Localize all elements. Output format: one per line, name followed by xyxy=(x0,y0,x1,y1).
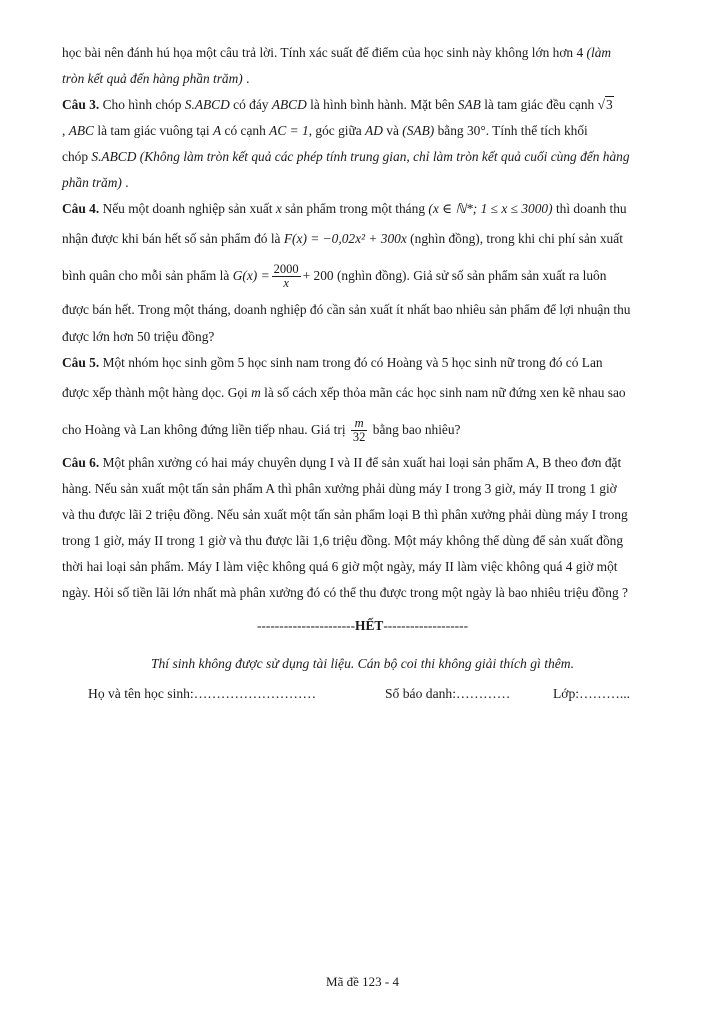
text-line xyxy=(62,580,668,606)
text-line xyxy=(62,296,668,324)
math: ABCD xyxy=(271,97,307,112)
text: và xyxy=(382,123,403,138)
text: là hình bình hành. Mặt bên xyxy=(306,97,458,112)
text-line xyxy=(62,144,668,170)
text: Nếu một doanh nghiệp sản xuất xyxy=(99,201,276,216)
question-6 xyxy=(62,450,668,476)
text-line xyxy=(62,222,668,256)
text-line xyxy=(62,40,668,66)
fraction xyxy=(351,417,368,444)
fraction xyxy=(272,263,301,290)
question-label: Câu 5. xyxy=(62,355,100,370)
math: S.ABCD xyxy=(91,149,137,164)
text-line xyxy=(62,170,668,196)
text-line xyxy=(62,66,668,92)
numerator: 2000 xyxy=(273,262,299,277)
exam-body xyxy=(62,40,668,606)
text: là số cách xếp thỏa mãn các học sinh nam nữ đứng xen kẽ nhau sao xyxy=(260,385,626,400)
math: ABC xyxy=(68,123,94,138)
text: cho Hoàng và Lan không đứng liền tiếp nhau. Giá trị xyxy=(62,422,349,437)
student-name-field: Họ và tên học sinh:……………………… xyxy=(88,686,317,701)
math: + 200 xyxy=(302,268,334,283)
text: có đáy xyxy=(229,97,272,112)
numerator: m xyxy=(351,417,368,431)
text-line xyxy=(62,256,668,296)
question-5 xyxy=(62,350,668,376)
dashes: ---------------------- xyxy=(256,618,356,633)
text: , xyxy=(62,123,69,138)
sqrt-expression: √3 xyxy=(597,97,613,112)
text: (Không làm tròn kết quả các phép tính trung gian, chỉ làm tròn kết quả cuối cùng đến hàng xyxy=(136,149,630,164)
text: được xếp thành một hàng dọc. Gọi xyxy=(62,385,252,400)
text: bằng xyxy=(434,123,467,138)
text: . xyxy=(121,175,129,190)
math: AC = 1 xyxy=(269,123,309,138)
math: SAB xyxy=(457,97,481,112)
text: bằng bao nhiêu? xyxy=(369,422,461,437)
question-label: Câu 4. xyxy=(62,201,100,216)
question-label: Câu 3. xyxy=(62,97,100,112)
text: và thu được lãi 2 triệu đồng. Nếu sản xuất một tấn sản phẩm loại B thì phân xưởng phải dùng máy I trong xyxy=(62,507,628,522)
text-line xyxy=(62,554,668,580)
dashes: ------------------- xyxy=(383,618,469,633)
text-line xyxy=(62,376,668,410)
page-footer: Mã đề 123 - 4 xyxy=(326,974,399,989)
text-line xyxy=(62,118,668,144)
text: . xyxy=(242,71,250,86)
text: tròn kết quả đến hàng phần trăm) xyxy=(62,71,243,86)
text: (nghìn đồng). Giả sử số sản phẩm sản xuất ra luôn xyxy=(333,268,607,283)
class-field: Lớp:………... xyxy=(553,686,631,701)
text: Cho hình chóp xyxy=(99,97,185,112)
text: (nghìn đồng), trong khi chi phí sản xuất xyxy=(406,231,623,246)
text: hàng. Nếu sản xuất một tấn sản phẩm A thì phân xưởng phải dùng máy I trong 3 giờ, máy II trong 1 giờ xyxy=(62,481,617,496)
text-line xyxy=(62,528,668,554)
text: trong 1 giờ, máy II trong 1 giờ và thu được lãi 1,6 triệu đồng. Một máy không thể dùng để sản xuất đồng xyxy=(62,533,624,548)
text-line xyxy=(62,476,668,502)
math: AD xyxy=(365,123,383,138)
math: S.ABCD xyxy=(184,97,230,112)
text: , góc giữa xyxy=(308,123,366,138)
text-line xyxy=(62,410,668,450)
math: x xyxy=(275,201,282,216)
text: sản phẩm trong một tháng xyxy=(281,201,429,216)
math: 3 xyxy=(605,97,613,112)
denominator: 32 xyxy=(352,430,366,445)
math: (x ∈ ℕ*; 1 ≤ x ≤ 3000) xyxy=(428,201,553,216)
text: là tam giác đều cạnh xyxy=(480,97,598,112)
text: . Tính thể tích khối xyxy=(485,123,588,138)
text: bình quân cho mỗi sản phẩm là xyxy=(62,268,233,283)
text: thời hai loại sản phẩm. Máy I làm việc không quá 6 giờ một ngày, máy II làm việc không quá 4 giờ một xyxy=(62,559,618,574)
text: phần trăm) xyxy=(62,175,122,190)
math: G(x) = xyxy=(232,268,270,283)
math: A xyxy=(213,123,222,138)
text: Một phân xưởng có hai máy chuyên dụng I và II để sản xuất hai loại sản phẩm A, B theo đơn đặt xyxy=(99,455,622,470)
math: F(x) = −0,02x² + 300x xyxy=(283,231,407,246)
student-id-field: Số báo danh:………… xyxy=(385,686,511,701)
denominator: x xyxy=(283,276,289,291)
text: ngày. Hỏi số tiền lãi lớn nhất mà phân xưởng đó có thể thu được trong một ngày là bao nhiêu triệu đồng ? xyxy=(62,585,628,600)
end-marker xyxy=(0,618,725,634)
text-line xyxy=(62,324,668,350)
text: Một nhóm học sinh gồm 5 học sinh nam trong đó có Hoàng và 5 học sinh nữ trong đó có Lan xyxy=(99,355,603,370)
math: 30° xyxy=(466,123,486,138)
end-text: HẾT xyxy=(355,618,384,633)
text: học bài nên đánh hú họa một câu trả lời. Tính xác suất để điểm của học sinh này không lớn hơn 4 xyxy=(62,45,587,60)
text: thì doanh thu xyxy=(552,201,627,216)
text: được bán hết. Trong một tháng, doanh nghiệp đó cần sản xuất ít nhất bao nhiêu sản phẩm để lợi nhuận thu xyxy=(62,302,631,317)
text: chóp xyxy=(62,149,92,164)
math: m xyxy=(251,385,261,400)
question-4 xyxy=(62,196,668,222)
text: được lớn hơn 50 triệu đồng? xyxy=(62,329,215,344)
math: (SAB) xyxy=(402,123,435,138)
exam-notice: Thí sinh không được sử dụng tài liệu. Cán bộ coi thi không giải thích gì thêm. xyxy=(150,656,575,671)
question-3 xyxy=(62,92,668,118)
question-label: Câu 6. xyxy=(62,455,100,470)
text: là tam giác vuông tại xyxy=(94,123,213,138)
text: (làm xyxy=(586,45,612,60)
text: nhận được khi bán hết số sản phẩm đó là xyxy=(62,231,284,246)
text-line xyxy=(62,502,668,528)
text: có cạnh xyxy=(221,123,270,138)
